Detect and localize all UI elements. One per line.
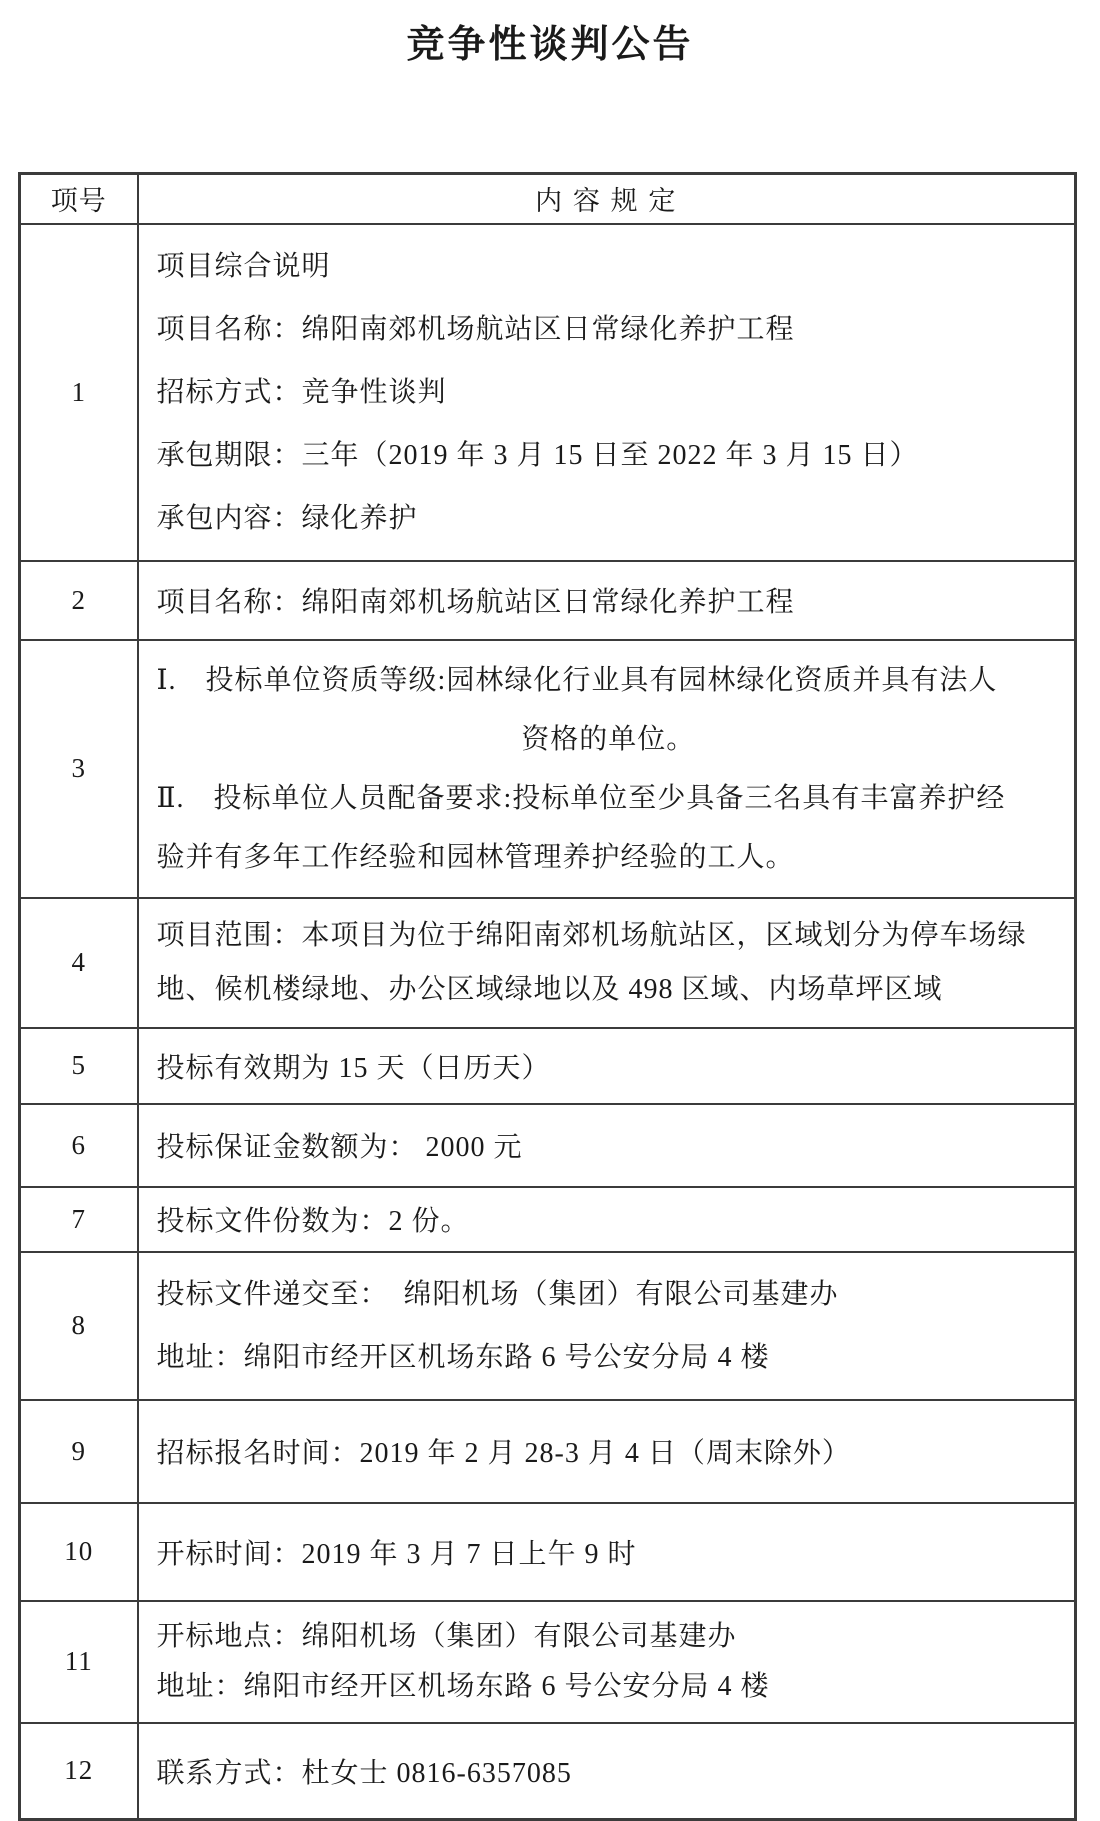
- cell-line: 项目名称：绵阳南郊机场航站区日常绿化养护工程: [156, 587, 795, 618]
- row-content: [138, 898, 1076, 1028]
- cell-line: 开标时间：2019 年 3 月 7 日上午 9 时: [156, 1538, 637, 1570]
- cell-line: 地、候机楼绿地、办公区域绿地以及 498 区域、内场草坪区域: [156, 973, 943, 1005]
- row-number: 3: [20, 640, 138, 898]
- cell-line: 验并有多年工作经验和园林管理养护经验的工人。: [156, 841, 795, 873]
- table-row: [20, 898, 1076, 1028]
- table-row: [20, 1601, 1076, 1723]
- table-row: [20, 1400, 1076, 1503]
- cell-line: 投标保证金数额为： 2000 元: [156, 1132, 523, 1163]
- cell-line: 项目范围：本项目为位于绵阳南郊机场航站区，区域划分为停车场绿: [156, 919, 1027, 951]
- row-number: 12: [20, 1723, 138, 1820]
- row-content: [138, 1503, 1076, 1601]
- row-content: [138, 1723, 1076, 1820]
- table-row: [20, 1503, 1076, 1601]
- row-content: [138, 1187, 1076, 1252]
- table-row: [20, 1252, 1076, 1400]
- row-number: 8: [20, 1252, 138, 1400]
- header-content: 内 容 规 定: [138, 174, 1076, 224]
- cell-line: 承包期限：三年（2019 年 3 月 15 日至 2022 年 3 月 15 日）: [156, 439, 919, 471]
- row-content: [138, 1104, 1076, 1187]
- cell-line: Ⅱ. 投标单位人员配备要求:投标单位至少具备三名具有丰富养护经: [156, 782, 1006, 814]
- table-row: [20, 561, 1076, 640]
- cell-line: 项目综合说明: [156, 250, 331, 282]
- page-title: 竞争性谈判公告: [406, 24, 694, 66]
- row-number: 7: [20, 1187, 138, 1252]
- row-number: 11: [20, 1601, 138, 1723]
- row-content: [138, 1028, 1076, 1104]
- table-row: [20, 1028, 1076, 1104]
- cell-line: Ⅰ. 投标单位资质等级:园林绿化行业具有园林绿化资质并具有法人: [156, 664, 998, 696]
- cell-line: 承包内容：绿化养护: [156, 502, 418, 534]
- row-number: 10: [20, 1503, 138, 1601]
- row-content: [138, 1601, 1076, 1723]
- cell-line: 投标文件递交至： 绵阳机场（集团）有限公司基建办: [156, 1278, 839, 1310]
- cell-line: 投标文件份数为：2 份。: [156, 1206, 470, 1237]
- announcement-table: [18, 172, 1077, 1821]
- table-row: [20, 1104, 1076, 1187]
- cell-line: 项目名称：绵阳南郊机场航站区日常绿化养护工程: [156, 313, 795, 345]
- row-content: [138, 224, 1076, 561]
- cell-line: 联系方式：杜女士 0816-6357085: [156, 1757, 572, 1789]
- table-row: [20, 1187, 1076, 1252]
- cell-line: 地址：绵阳市经开区机场东路 6 号公安分局 4 楼: [156, 1341, 770, 1373]
- table-row: [20, 224, 1076, 561]
- row-content: [138, 561, 1076, 640]
- row-content: [138, 640, 1076, 898]
- row-number: 9: [20, 1400, 138, 1503]
- cell-line: 招标方式：竞争性谈判: [156, 376, 447, 408]
- row-number: 5: [20, 1028, 138, 1104]
- row-number: 2: [20, 561, 138, 640]
- cell-line: 开标地点：绵阳机场（集团）有限公司基建办: [156, 1620, 737, 1652]
- row-number: 4: [20, 898, 138, 1028]
- table-row: [20, 640, 1076, 898]
- row-number: 6: [20, 1104, 138, 1187]
- table-header-row: [20, 174, 1076, 224]
- cell-line: 招标报名时间：2019 年 2 月 28-3 月 4 日（周末除外）: [156, 1438, 851, 1469]
- cell-line: 资格的单位。: [521, 723, 696, 755]
- row-content: [138, 1252, 1076, 1400]
- header-item-no: 项号: [20, 174, 138, 224]
- cell-line: 投标有效期为 15 天（日历天）: [156, 1052, 551, 1084]
- table-row: [20, 1723, 1076, 1820]
- row-content: [138, 1400, 1076, 1503]
- cell-line: 地址：绵阳市经开区机场东路 6 号公安分局 4 楼: [156, 1670, 770, 1702]
- row-number: 1: [20, 224, 138, 561]
